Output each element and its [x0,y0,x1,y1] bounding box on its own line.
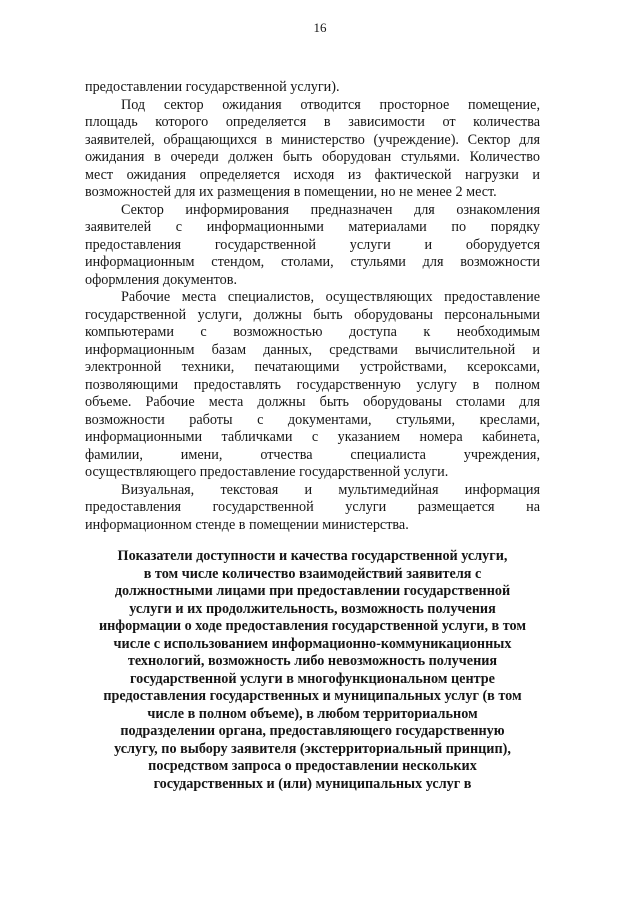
text-line: Рабочие места специалистов, осуществляющих предоставление [121,289,540,305]
text-line: предоставления государственной услуги и оборудуется [85,236,540,253]
text-line: ожидания в очереди должен быть оборудован стульями. Количество [85,149,540,165]
paragraph-5 [85,482,540,535]
section-heading [80,548,545,793]
text-line: площадь которого определяется в зависимости от количества [85,114,540,130]
text-line: компьютерами с возможностью доступа к необходимым [85,324,540,340]
heading-line: услуги и их продолжительность, возможность получения [129,600,496,617]
text-line: электронной техники, печатающими устройствами, ксероксами, [85,359,540,375]
paragraph-2 [85,97,540,202]
text-line: предоставления государственной услуги размещается на [85,499,540,515]
body-text [85,79,540,534]
heading-line: числе с использованием информационно-коммуникационных [113,635,512,652]
text-line: осуществляющего предоставление государственной услуги. [85,464,449,480]
heading-line: услугу, по выбору заявителя (экстерриториальный принцип), [114,740,511,757]
text-line: позволяющими предоставлять государственную услугу в полном [85,376,540,393]
text-line: объеме. Рабочие места должны быть оборудованы столами для [85,394,540,410]
heading-line: числе в полном объеме), в любом территориальном [147,705,478,722]
text-line: Под сектор ожидания отводится просторное помещение, [121,96,540,113]
paragraph-4 [85,289,540,482]
text-line: информационными табличками с указанием номера кабинета, [85,429,540,445]
text-line: информационным базам данных, средствами вычислительной и [85,341,540,358]
heading-line: в том числе количество взаимодействий заявителя с [143,565,482,582]
heading-line: технологий, возможность либо невозможность получения [127,653,498,669]
text-line: мест ожидания определяется исходя из фактической нагрузки и [85,166,540,183]
text-line: Сектор информирования предназначен для ознакомления [121,201,540,218]
text-line: заявителей, обращающихся в министерство (учреждение). Сектор для [85,131,540,148]
text-line: информационным стендом, столами, стульями для возможности [85,254,540,270]
heading-line: посредством запроса о предоставлении нескольких [148,758,477,774]
text-line: предоставлении государственной услуги). [85,79,340,95]
text-line: информационном стенде в помещении министерства. [85,516,409,533]
heading-line: должностными лицами при предоставлении государственной [114,583,511,599]
paragraph-3 [85,202,540,290]
heading-line: предоставления государственных и муниципальных услуг (в том [103,688,522,704]
text-line: Визуальная, текстовая и мультимедийная информация [121,481,540,498]
text-line: государственной услуги, должны быть оборудованы персональными [85,306,540,323]
heading-line: подразделении органа, предоставляющего государственную [120,723,505,739]
heading-line: информации о ходе предоставления государственной услуги, в том [98,618,527,634]
paragraph-1 [85,79,540,97]
text-line: заявителей с информационными материалами по порядку [85,219,540,235]
text-line: возможностей для их размещения в помещении, но не менее 2 мест. [85,184,497,200]
page-number: 16 [313,20,327,35]
text-line: оформления документов. [85,271,238,288]
text-line: фамилии, имени, отчества специалиста учреждения, [85,446,540,463]
heading-line: Показатели доступности и качества государственной услуги, [117,548,508,564]
heading-line: государственной услуги в многофункциональном центре [130,670,495,687]
heading-line: государственных и (или) муниципальных услуг в [153,775,472,792]
text-line: возможности работы с документами, стульями, креслами, [85,411,540,428]
